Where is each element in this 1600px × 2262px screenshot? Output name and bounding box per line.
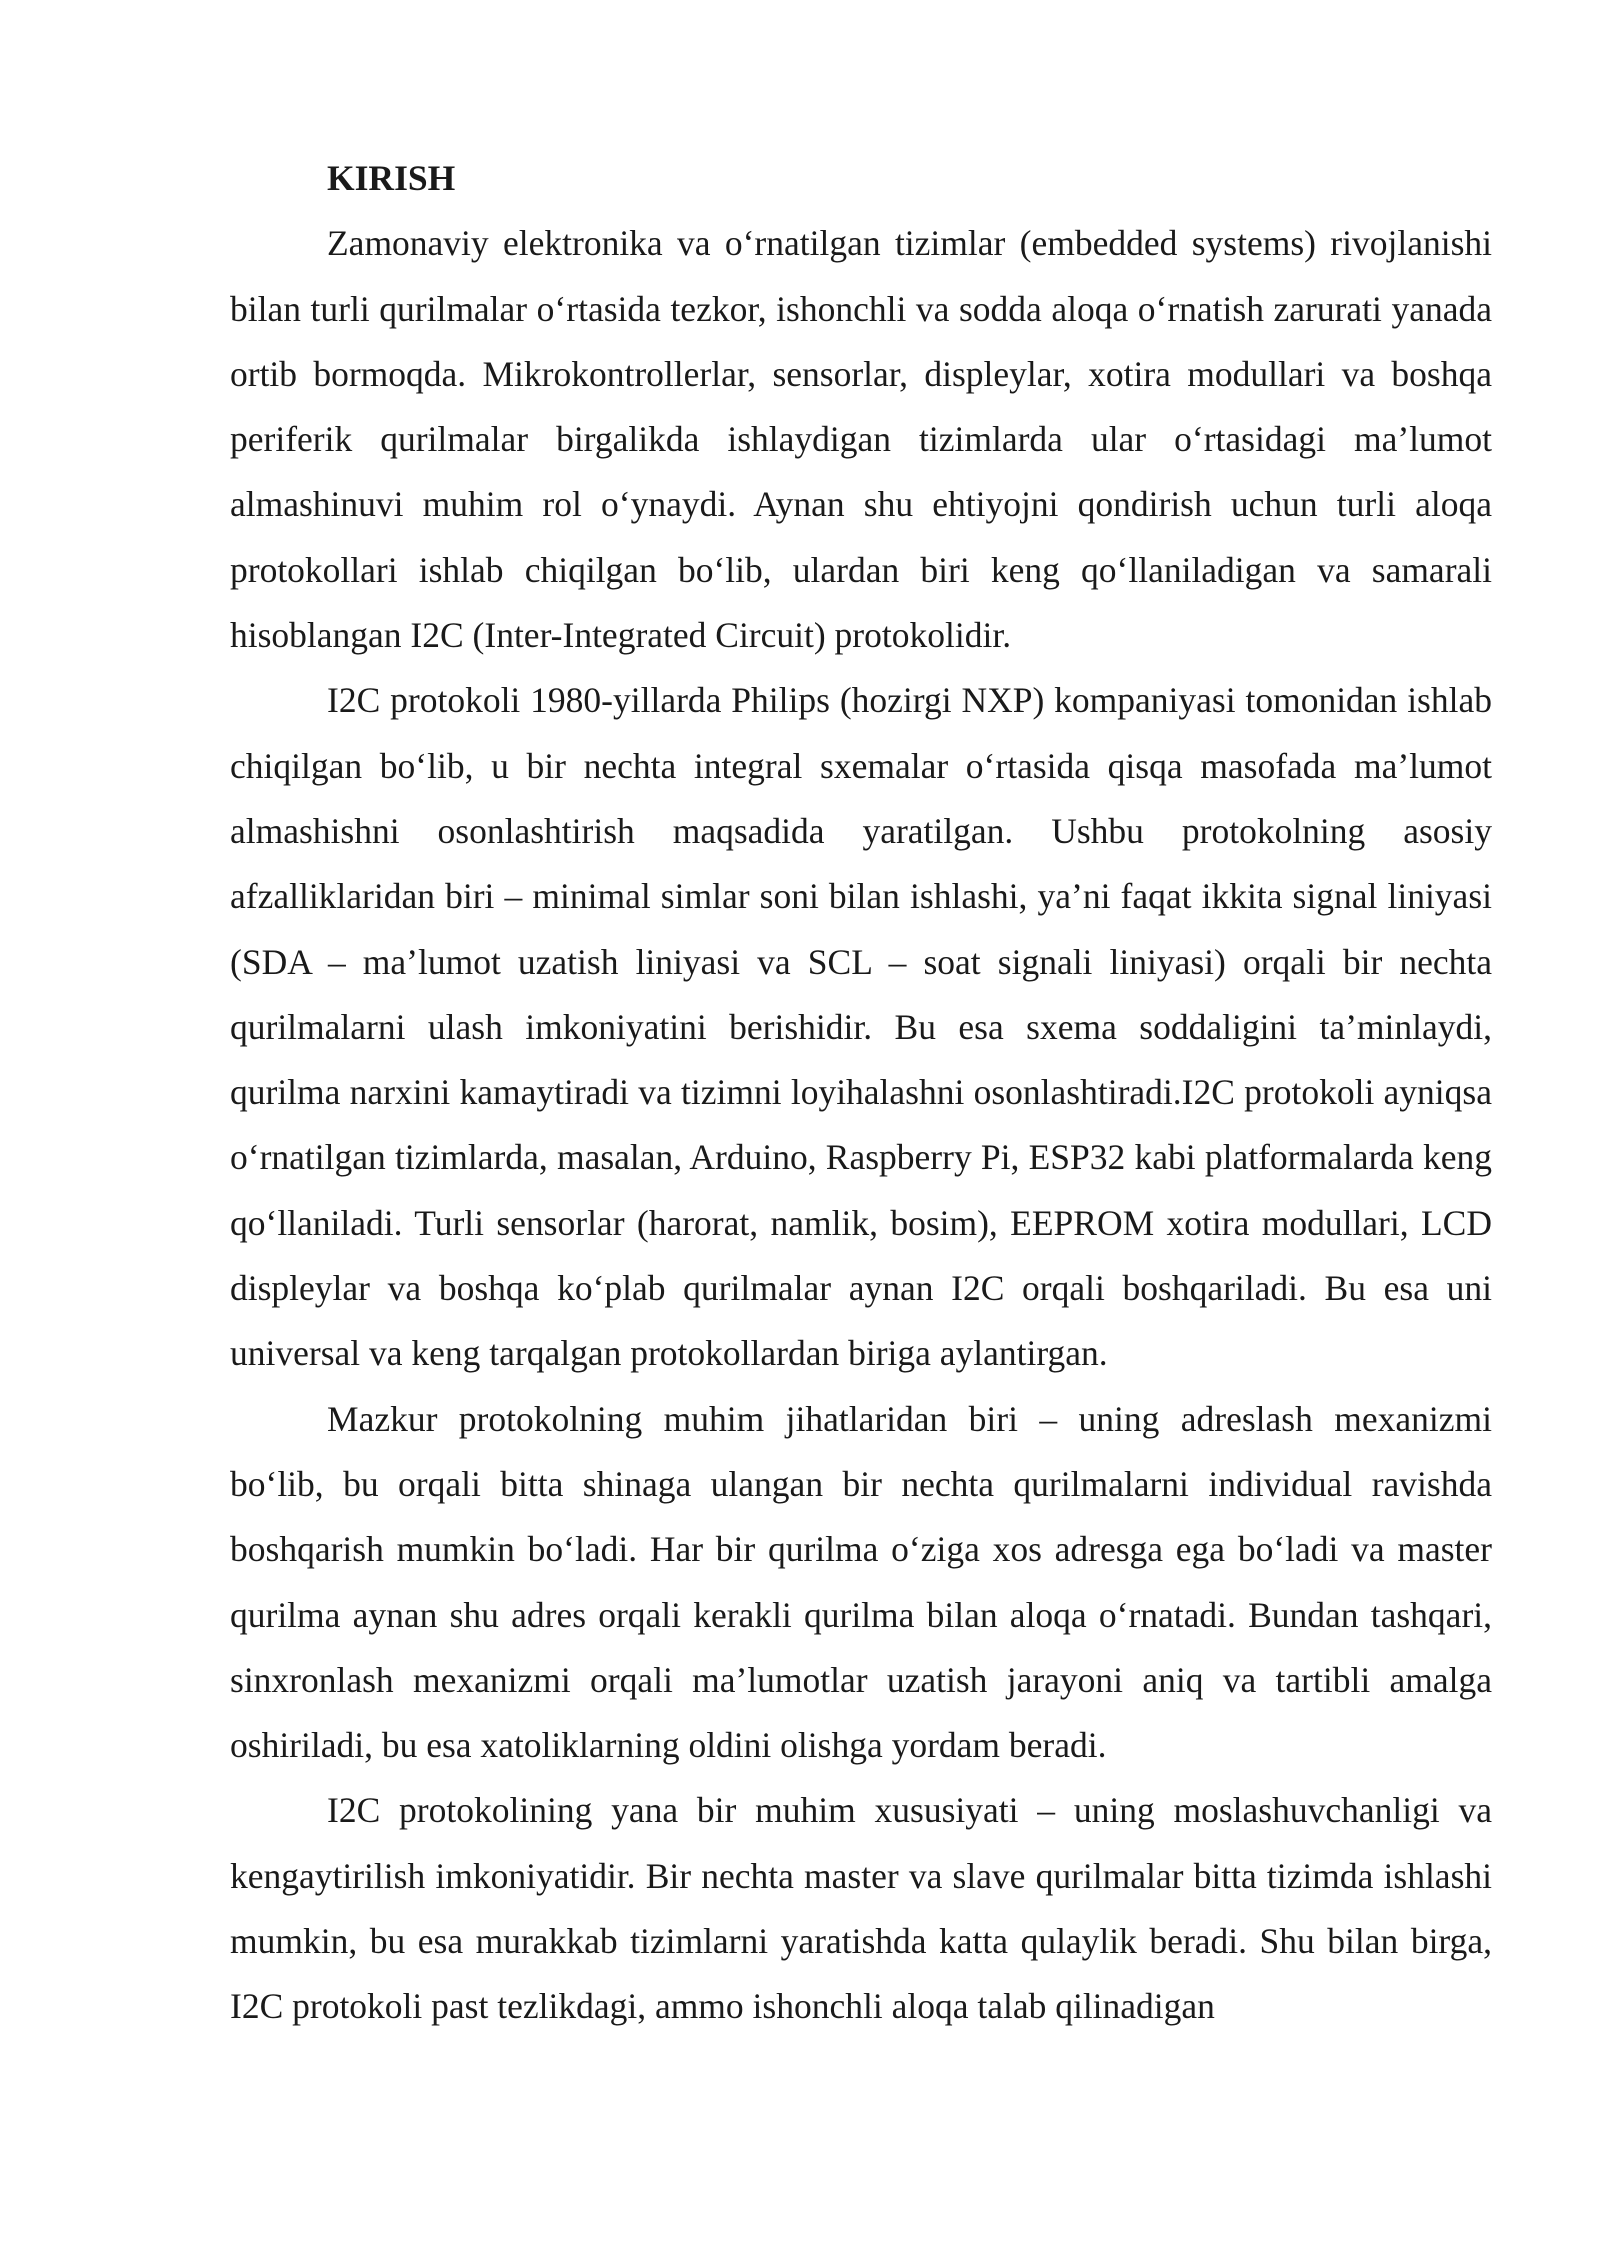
paragraph: Mazkur protokolning muhim jihatlaridan biri – uning adreslash mexanizmi bo‘lib, bu orqali bitta shinaga ulangan bir nechta qurilmalarni individual ravishda boshqarish mumkin bo‘ladi. Har bir qurilma o‘ziga xos adresga ega bo‘ladi va master qurilma aynan shu adres orqali kerakli qurilma bilan aloqa o‘rnatadi. Bundan tashqari, sinxronlash mexanizmi orqali ma’lumotlar uzatish jarayoni aniq va tartibli amalga oshiriladi, bu esa xatoliklarning oldini olishga yordam beradi. — [230, 1398, 1492, 1766]
paragraph: I2C protokolining yana bir muhim xususiyati – uning moslashuvchanligi va kengaytirilish imkoniyatidir. Bir nechta master va slave qurilmalar bitta tizimda ishlashi mumkin, bu esa murakkab tizimlarni yaratishda katta qulaylik beradi. Shu bilan birga, I2C protokoli past tezlikdagi, ammo ishonchli aloqa talab qilinadigan — [230, 1790, 1492, 2027]
paragraph: I2C protokoli 1980-yillarda Philips (hozirgi NXP) kompaniyasi tomonidan ishlab chiqilgan bo‘lib, u bir nechta integral sxemalar o‘rtasida qisqa masofada ma’lumot almashishni osonlashtirish maqsadida yaratilgan. Ushbu protokolning asosiy afzalliklaridan biri – minimal simlar soni bilan ishlashi, ya’ni faqat ikkita signal liniyasi (SDA – ma’lumot uzatish liniyasi va SCL – soat signali liniyasi) orqali bir nechta qurilmalarni ulash imkoniyatini berishidir. Bu esa sxema soddaligini ta’minlaydi, qurilma narxini kamaytiradi va tizimni loyihalashni osonlashtiradi.I2C protokoli ayniqsa o‘rnatilgan tizimlarda, masalan, Arduino, Raspberry Pi, ESP32 kabi platformalarda keng qo‘llaniladi. Turli sensorlar (harorat, namlik, bosim), EEPROM xotira modullari, LCD displeylar va boshqa ko‘plab qurilmalar aynan I2C orqali boshqariladi. Bu esa uni universal va keng tarqalgan protokollardan biriga aylantirgan. — [230, 680, 1492, 1374]
document-body — [230, 146, 1492, 2040]
section-heading: KIRISH — [327, 158, 456, 198]
paragraph: Zamonaviy elektronika va o‘rnatilgan tizimlar (embedded systems) rivojlanishi bilan turli qurilmalar o‘rtasida tezkor, ishonchli va sodda aloqa o‘rnatish zarurati yanada ortib bormoqda. Mikrokontrollerlar, sensorlar, displeylar, xotira modullari va boshqa periferik qurilmalar birgalikda ishlaydigan tizimlarda ular o‘rtasidagi ma’lumot almashinuvi muhim rol o‘ynaydi. Aynan shu ehtiyojni qondirish uchun turli aloqa protokollari ishlab chiqilgan bo‘lib, ulardan biri keng qo‘llaniladigan va samarali hisoblangan I2C (Inter-Integrated Circuit) protokolidir. — [230, 223, 1492, 656]
